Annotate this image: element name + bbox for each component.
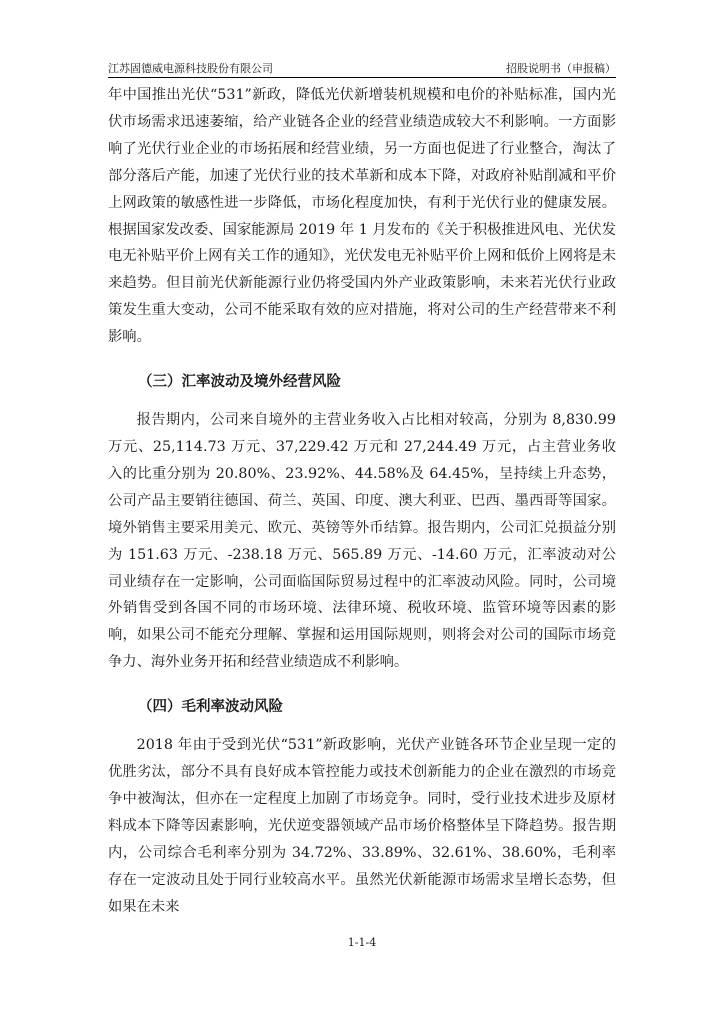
paragraph-gross-margin-risk: 2018 年由于受到光伏“531”新政影响，光伏产业链各环节企业呈现一定的优胜劣汰，部分不具有良好成本管控能力或技术创新能力的企业在激烈的市场竞争中被淘汰，但亦在一定程度上加剧了市场竞争。同时，受行业技术进步及原材料成本下降等因素影响，光伏逆变器领域产品市场价格整体呈下降趋势。报告期内，公司综合毛利率分别为 34.72%、33.89%、32.61%、38.60%，毛利率存在一定波动且处于同行业较高水平。虽然光伏新能源市场需求呈增长态势，但如果在未来 [108,737,616,915]
page-number: 1-1-4 [347,936,377,949]
section-heading-gross-margin: （四）毛利率波动风险 [138,699,283,716]
header-divider [108,77,616,78]
header-company-name: 江苏固德威电源科技股份有限公司 [108,62,273,75]
paragraph-exchange-rate-risk: 报告期内，公司来自境外的主营业务收入占比相对较高，分别为 8,830.99 万元、25,114.73 万元、37,229.42 万元和 27,244.49 万元，占主营业务收入的比重分别为 20.80%、23.92%、44.58%及 64.45%，呈持续上升态势，公司产品主要销往德国、荷兰、英国、印度、澳大利亚、巴西、墨西哥等国家。境外销售主要采用美元、欧元、英镑等外币结算。报告期内，公司汇兑损益分别为 151.63 万元、-238.18 万元、565.89 万元、-14.60 万元，汇率波动对公司业绩存在一定影响，公司面临国际贸易过程中的汇率波动风险。同时，公司境外销售受到各国不同的市场环境、法律环境、税收环境、监管环境等因素的影响，如果公司不能充分理解、掌握和运用国际规则，则将会对公司的国际市场竞争力、海外业务开拓和经营业绩造成不利影响。 [108,412,616,671]
header-document-type: 招股说明书（申报稿） [506,62,616,75]
page-body [108,82,616,920]
page-header [108,54,616,76]
section-heading-exchange-rate: （三）汇率波动及境外经营风险 [138,374,341,391]
paragraph-policy-impact: 年中国推出光伏“531”新政，降低光伏新增装机规模和电价的补贴标准，国内光伏市场需求迅速萎缩，给产业链各企业的经营业绩造成较大不利影响。一方面影响了光伏行业企业的市场拓展和经营业绩，另一方面也促进了行业整合，淘汰了部分落后产能，加速了光伏行业的技术革新和成本下降，对政府补贴削减和平价上网政策的敏感性进一步降低，市场化程度加快，有利于光伏行业的健康发展。根据国家发改委、国家能源局 2019 年 1 月发布的《关于积极推进风电、光伏发电无补贴平价上网有关工作的通知》，光伏发电无补贴平价上网和低价上网将是未来趋势。但目前光伏新能源行业仍将受国内外产业政策影响，未来若光伏行业政策发生重大变动，公司不能采取有效的应对措施，将对公司的生产经营带来不利影响。 [108,87,616,346]
